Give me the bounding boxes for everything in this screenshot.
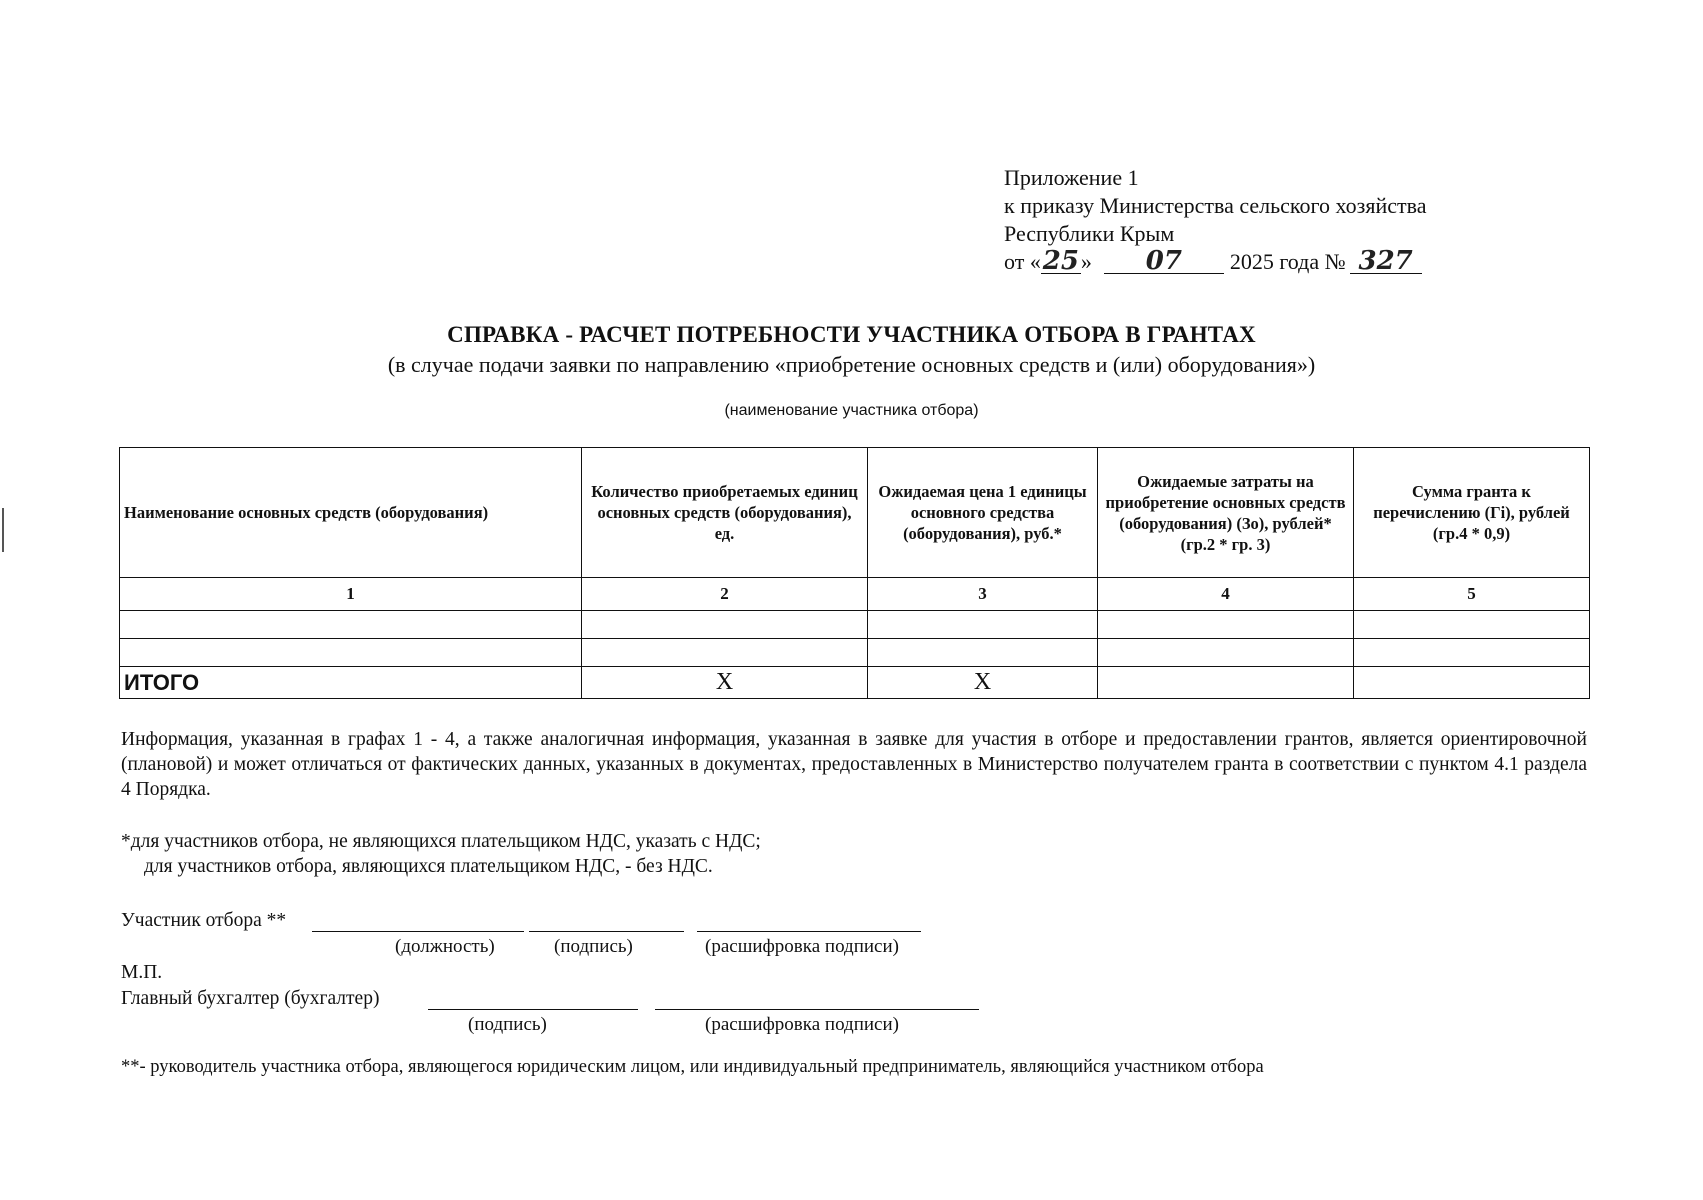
table-cell: [1354, 639, 1590, 667]
appendix-line-3: Республики Крым: [1004, 221, 1175, 246]
table-cell: [1354, 611, 1590, 639]
accountant-decoding-caption: (расшифровка подписи): [705, 1014, 899, 1035]
column-number-row: [120, 578, 1590, 611]
table-cell: [582, 639, 868, 667]
header-expected-costs: Ожидаемые затраты на приобретение основных средств (оборудования) (Зо), рублей* (гр.2 * гр. 3): [1098, 448, 1354, 578]
table-cell: [1098, 611, 1354, 639]
table-cell: [1098, 639, 1354, 667]
header-unit-price: Ожидаемая цена 1 единицы основного средства (оборудования), руб.*: [868, 448, 1098, 578]
signature-line: [529, 931, 684, 932]
participant-name-caption: (наименование участника отбора): [724, 402, 979, 419]
date-prefix: от «: [1004, 249, 1041, 274]
appendix-header: [1004, 164, 1426, 276]
info-paragraph: Информация, указанная в графах 1 - 4, а также аналогичная информация, указанная в заявке для участия в отборе и предоставлении грантов, является ориентировочной (плановой) и может отличаться от фактических данных, указанных в документах, предоставленных в Министерство получателем гранта в соответствии с пунктом 4.1 раздела 4 Порядка.: [121, 729, 1587, 800]
table-header-row: [120, 448, 1590, 578]
column-number: 3: [868, 578, 1098, 611]
document-subtitle: (в случае подачи заявки по направлению «приобретение основных средств и (или) оборудования»): [387, 352, 1316, 377]
order-day-handwritten: 25: [1042, 246, 1079, 276]
stamp-place: М.П.: [121, 962, 163, 983]
accountant-decoding-line: [655, 1009, 979, 1010]
order-month-handwritten: 07: [1104, 249, 1224, 274]
order-year-text: 2025 года №: [1229, 249, 1346, 274]
column-number: 1: [120, 578, 582, 611]
position-line: [312, 931, 524, 932]
scan-margin-mark: [2, 508, 4, 552]
table-row: [120, 611, 1590, 639]
table-cell: [868, 611, 1098, 639]
signature-caption: (подпись): [554, 936, 633, 957]
appendix-line-1: Приложение 1: [1004, 165, 1139, 190]
participant-label: Участник отбора **: [121, 910, 287, 931]
vat-note: [121, 829, 761, 879]
total-costs-cell: [1098, 667, 1354, 699]
table-cell: [582, 611, 868, 639]
accountant-label: Главный бухгалтер (бухгалтер): [121, 988, 380, 1009]
document-title: СПРАВКА - РАСЧЕТ ПОТРЕБНОСТИ УЧАСТНИКА ОТБОРА В ГРАНТАХ: [447, 322, 1256, 347]
column-number: 2: [582, 578, 868, 611]
vat-note-line-1: *для участников отбора, не являющихся плательщиком НДС, указать с НДС;: [121, 831, 761, 852]
column-number: 5: [1354, 578, 1590, 611]
table-cell: [120, 611, 582, 639]
total-grant-cell: [1354, 667, 1590, 699]
order-date-line: [1004, 248, 1426, 276]
header-asset-name: Наименование основных средств (оборудования): [120, 448, 582, 578]
order-number-handwritten: 327: [1350, 249, 1422, 274]
footnote: **- руководитель участника отбора, являющегося юридическим лицом, или индивидуальный предприниматель, являющийся участником отбора: [121, 1057, 1264, 1077]
table-cell: [120, 639, 582, 667]
appendix-line-2: к приказу Министерства сельского хозяйства: [1004, 193, 1427, 218]
calculation-table: [119, 447, 1590, 699]
date-mid: »: [1080, 249, 1092, 274]
total-price-cell: X: [868, 667, 1098, 699]
position-caption: (должность): [395, 936, 495, 957]
column-number: 4: [1098, 578, 1354, 611]
total-quantity-cell: X: [582, 667, 868, 699]
accountant-signature-line: [428, 1009, 638, 1010]
total-row: [120, 667, 1590, 699]
table-row: [120, 639, 1590, 667]
total-label: ИТОГО: [120, 667, 582, 699]
table-cell: [868, 639, 1098, 667]
accountant-signature-caption: (подпись): [468, 1014, 547, 1035]
vat-note-line-2: для участников отбора, являющихся плательщиком НДС, - без НДС.: [144, 856, 713, 877]
header-quantity: Количество приобретаемых единиц основных средств (оборудования), ед.: [582, 448, 868, 578]
decoding-line: [697, 931, 921, 932]
decoding-caption: (расшифровка подписи): [705, 936, 899, 957]
header-grant-amount: Сумма гранта к перечислению (Гi), рублей (гр.4 * 0,9): [1354, 448, 1590, 578]
